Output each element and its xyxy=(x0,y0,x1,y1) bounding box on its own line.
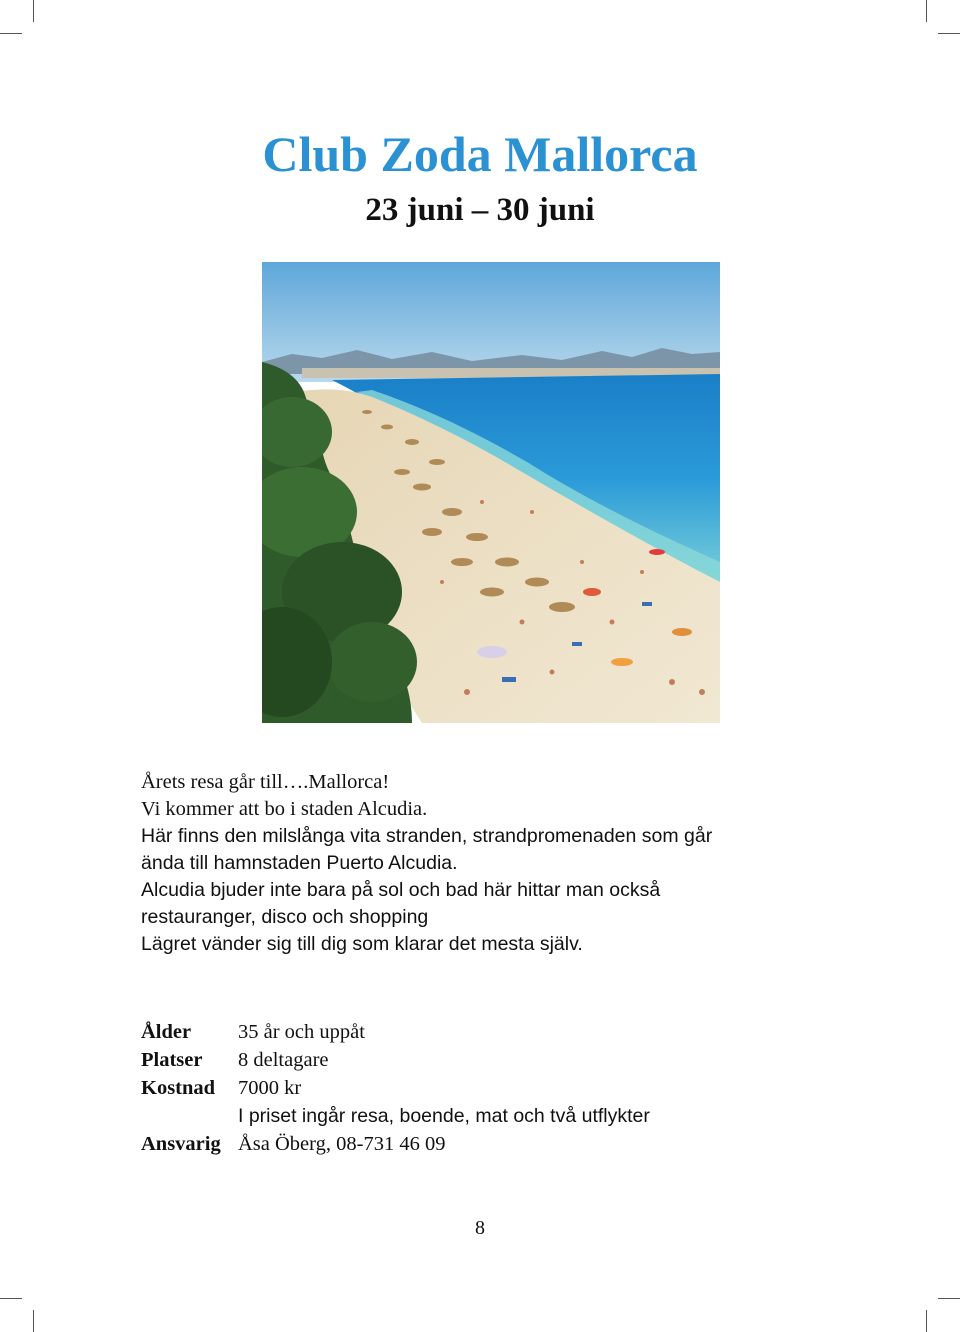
fact-label: Kostnad xyxy=(141,1077,216,1099)
page-number: 8 xyxy=(475,1217,485,1239)
fact-cost-note xyxy=(141,1102,650,1130)
fact-contact xyxy=(141,1130,650,1158)
trip-dates: 23 juni – 30 juni xyxy=(365,192,595,228)
crop-mark-top-left-vertical xyxy=(33,0,34,22)
intro-line: Vi kommer att bo i staden Alcudia. xyxy=(141,798,428,820)
intro-text xyxy=(141,769,821,958)
intro-line: Årets resa går till….Mallorca! xyxy=(141,771,390,793)
page-title: Club Zoda Mallorca xyxy=(262,126,698,182)
crop-mark-top-right-vertical xyxy=(926,0,927,22)
intro-line: Alcudia bjuder inte bara på sol och bad här hittar man också xyxy=(141,879,661,901)
fact-value: I priset ingår resa, boende, mat och två utflykter xyxy=(238,1105,650,1127)
crop-mark-bottom-left-horizontal xyxy=(0,1298,22,1299)
crop-mark-top-right-horizontal xyxy=(938,33,960,34)
crop-mark-bottom-right-vertical xyxy=(926,1310,927,1332)
fact-value: 7000 kr xyxy=(238,1077,302,1099)
fact-age xyxy=(141,1018,650,1046)
trip-facts xyxy=(141,1018,650,1158)
fact-label: Ålder xyxy=(141,1021,192,1043)
fact-value: 8 deltagare xyxy=(238,1049,329,1071)
crop-mark-bottom-right-horizontal xyxy=(938,1298,960,1299)
fact-value: 35 år och uppåt xyxy=(238,1021,365,1043)
fact-label: Ansvarig xyxy=(141,1133,221,1155)
fact-places xyxy=(141,1046,650,1074)
fact-label-empty xyxy=(141,1102,238,1130)
intro-line: ända till hamnstaden Puerto Alcudia. xyxy=(141,852,458,874)
intro-line: restauranger, disco och shopping xyxy=(141,906,429,928)
fact-value: Åsa Öberg, 08-731 46 09 xyxy=(238,1133,446,1155)
beach-photo xyxy=(262,262,720,723)
intro-line: Lägret vänder sig till dig som klarar det mesta själv. xyxy=(141,933,583,955)
fact-label: Platser xyxy=(141,1049,203,1071)
intro-line: Här finns den milslånga vita stranden, strandpromenaden som går xyxy=(141,825,713,847)
fact-cost xyxy=(141,1074,650,1102)
crop-mark-top-left-horizontal xyxy=(0,33,22,34)
crop-mark-bottom-left-vertical xyxy=(33,1310,34,1332)
